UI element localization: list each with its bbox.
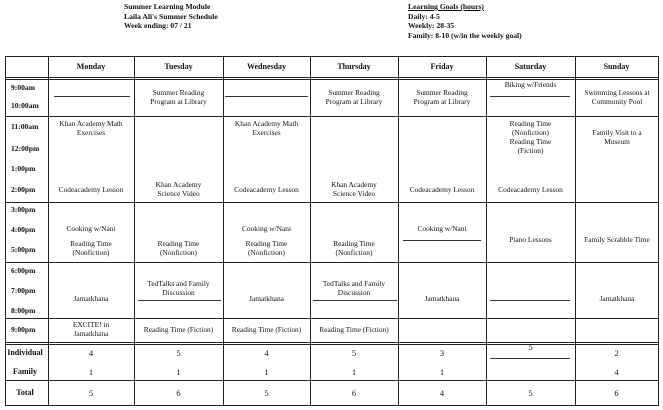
- time-label: 6:00pm: [11, 266, 36, 275]
- individual-tue: 5: [176, 348, 181, 358]
- time-label: 7:00pm: [11, 286, 36, 295]
- event-tue-reading-program: Summer Reading Program at Library: [150, 88, 207, 106]
- event-sat-codeacademy: Codeacademy Lesson: [498, 185, 563, 194]
- event-mon-codeacademy: Codeacademy Lesson: [58, 185, 124, 194]
- event-mon-khan-math: Khan Academy Math Exercises: [59, 119, 123, 137]
- day-header-monday: Monday: [76, 62, 106, 71]
- event-thu-khan-science: Khan Academy Science Video: [331, 180, 377, 198]
- event-mon-reading-nonfiction: Reading Time (Nonfiction): [70, 239, 112, 257]
- total-fri: 4: [439, 388, 445, 398]
- individual-fri: 3: [439, 348, 445, 358]
- event-thu-tedtalks: TedTalks and Family Discussion: [322, 279, 386, 297]
- individual-wed: 4: [264, 348, 269, 358]
- event-tue-tedtalks: TedTalks and Family Discussion: [147, 279, 210, 297]
- goal-daily: Daily: 4-5: [408, 11, 440, 21]
- time-label: 1:00pm: [11, 164, 36, 173]
- event-sat-reading: Reading Time (Nonfiction) Reading Time (Fiction): [509, 119, 552, 155]
- total-wed: 5: [264, 388, 269, 398]
- event-thu-reading-nonfiction: Reading Time (Nonfiction): [333, 239, 375, 257]
- event-wed-khan-math: Khan Academy Math Exercises: [234, 119, 299, 137]
- individual-sat: 5: [528, 342, 533, 352]
- family-thu: 1: [351, 367, 357, 377]
- event-mon-jamatkhana: Jamatkhana: [73, 294, 109, 303]
- event-wed-reading-fiction: Reading Time (Fiction): [231, 325, 302, 334]
- day-header-friday: Friday: [430, 62, 454, 71]
- time-label: 11:00am: [11, 122, 39, 131]
- family-wed: 1: [264, 367, 269, 377]
- day-header-saturday: Saturday: [514, 62, 547, 71]
- goal-weekly: Weekly: 28-35: [408, 21, 455, 30]
- total-mon: 5: [88, 388, 94, 398]
- row-label-family: Family: [13, 367, 37, 376]
- time-label: 9:00am: [11, 83, 36, 92]
- event-fri-reading-program: Summer Reading Program at Library: [413, 88, 471, 106]
- time-label: 9:00pm: [11, 325, 36, 334]
- goals-title: Learning Goals (hours): [408, 2, 484, 11]
- event-thu-reading-fiction: Reading Time (Fiction): [319, 325, 389, 334]
- total-sun: 6: [614, 388, 619, 398]
- individual-mon: 4: [88, 348, 94, 358]
- time-label: 8:00pm: [11, 306, 36, 315]
- schedule-title: Laila Ali's Summer Schedule: [124, 11, 218, 21]
- event-tue-reading-fiction: Reading Time (Fiction): [143, 325, 214, 334]
- event-mon-excite: EXCITE! in Jamatkhana: [72, 320, 110, 338]
- event-sun-museum: Family Visit to a Museum: [592, 128, 642, 146]
- event-tue-reading-nonfiction: Reading Time (Nonfiction): [157, 239, 200, 257]
- individual-sun: 2: [614, 348, 619, 358]
- time-label: 12:00pm: [11, 144, 40, 153]
- row-label-total: Total: [16, 388, 34, 397]
- individual-thu: 5: [351, 348, 357, 358]
- time-label: 3:00pm: [11, 205, 36, 214]
- time-label: 5:00pm: [11, 245, 36, 254]
- event-sat-biking: Biking w/Friends: [504, 80, 557, 89]
- day-header-wednesday: Wednesday: [246, 62, 287, 71]
- event-tue-khan-science: Khan Academy Science Video: [155, 180, 202, 198]
- total-tue: 6: [176, 388, 181, 398]
- total-thu: 6: [351, 388, 357, 398]
- day-header-tuesday: Tuesday: [164, 62, 193, 71]
- time-label: 4:00pm: [11, 225, 36, 234]
- event-thu-reading-program: Summer Reading Program at Library: [325, 88, 383, 106]
- family-tue: 1: [176, 367, 181, 377]
- event-wed-codeacademy: Codeacademy Lesson: [234, 185, 299, 194]
- event-sun-swimming: Swimming Lessons at Community Pool: [584, 88, 650, 106]
- event-wed-jamatkhana: Jamatkhana: [249, 294, 284, 303]
- event-sun-scrabble: Family Scrabble Time: [584, 235, 650, 244]
- event-mon-cooking: Cooking w/Nani: [66, 224, 116, 233]
- event-fri-codeacademy: Codeacademy Lesson: [409, 185, 475, 194]
- event-sun-jamatkhana: Jamatkhana: [599, 294, 635, 303]
- family-sun: 4: [614, 367, 619, 377]
- goal-family: Family: 8-10 (w/in the weekly goal): [408, 30, 522, 40]
- family-mon: 1: [88, 367, 94, 377]
- week-ending: Week ending: 07 / 21: [124, 21, 192, 30]
- time-label: 10:00am: [11, 101, 39, 110]
- event-wed-reading-nonfiction: Reading Time (Nonfiction): [245, 239, 288, 257]
- row-label-individual: Individual: [7, 348, 43, 357]
- family-fri: 1: [439, 367, 445, 377]
- event-wed-cooking: Cooking w/Nani: [241, 224, 292, 233]
- day-header-sunday: Sunday: [603, 62, 630, 71]
- time-label: 2:00pm: [11, 185, 36, 194]
- event-fri-cooking: Cooking w/Nani: [417, 224, 467, 233]
- day-header-thursday: Thursday: [337, 62, 371, 71]
- event-fri-jamatkhana: Jamatkhana: [424, 294, 460, 303]
- event-sat-piano: Piano Lessons: [509, 235, 552, 244]
- module-title: Summer Learning Module: [124, 2, 211, 11]
- total-sat: 5: [528, 388, 533, 398]
